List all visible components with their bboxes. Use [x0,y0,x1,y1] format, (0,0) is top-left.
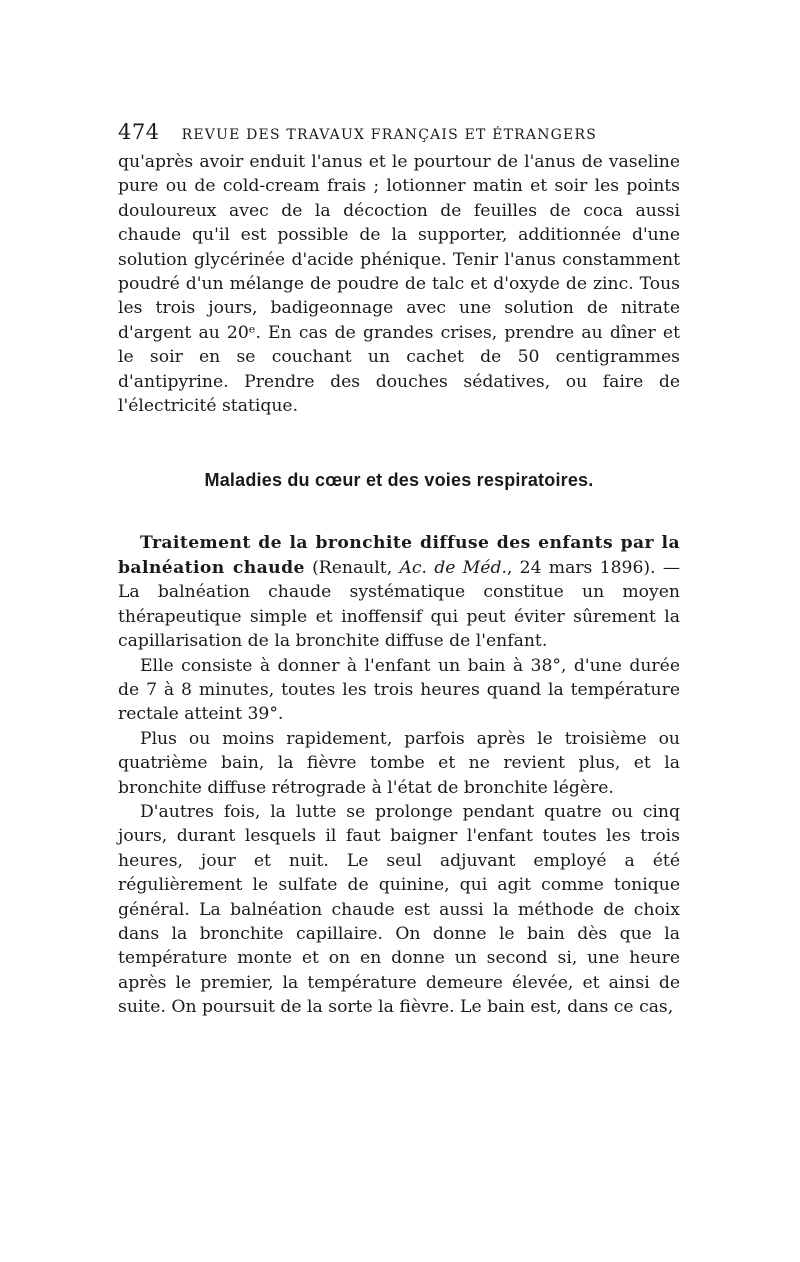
journal-title: REVUE DES TRAVAUX FRANÇAIS ET ÉTRANGERS [181,127,598,143]
article-source-journal: Ac. de Méd. [399,557,507,578]
article-opening-paragraph [118,531,680,653]
article-source-open: (Renault, [304,557,400,578]
book-page [118,120,680,1020]
paragraph-bath-protocol: Elle consiste à donner à l'enfant un bain à 38°, d'une durée de 7 à 8 minutes, toutes les trois heures quand la température rectale atteint 39°. [118,655,680,725]
paragraph-prolonged-treatment: D'autres fois, la lutte se prolonge pendant quatre ou cinq jours, durant lesquels il faut baigner l'enfant toutes les trois heures, jour et nuit. Le seul adjuvant employé a été régulièrement le sulfate de quinine, qui agit comme tonique général. La balnéation chaude est aussi la méthode de choix dans la bronchite capillaire. On donne le bain dès que la température monte et on en donne un second si, une heure après le premier, la température demeure élevée, et ainsi de suite. On poursuit de la sorte la fièvre. Le bain est, dans ce cas, [118,801,680,1018]
article-title: Traitement de la bronchite diffuse des enfants par la balnéation chaude [118,533,680,578]
running-head [118,120,680,144]
paragraph-fever-outcome: Plus ou moins rapidement, parfois après le troisième ou quatrième bain, la fièvre tombe et ne revient plus, et la bronchite diffuse rétrograde à l'état de bronchite légère. [118,728,680,798]
section-heading: Maladies du cœur et des voies respiratoires. [204,470,594,491]
page-number: 474 [118,120,160,144]
continued-paragraph: qu'après avoir enduit l'anus et le pourtour de l'anus de vaseline pure ou de cold-cream frais ; lotionner matin et soir les points douloureux avec de la décoction de feuilles de coca aussi chaude qu'il est possible de la supporter, additionnée d'une solution glycérinée d'acide phénique. Tenir l'anus constamment poudré d'un mélange de poudre de talc et d'oxyde de zinc. Tous les trois jours, badigeonnage avec une solution de nitrate d'argent au 20ᵉ. En cas de grandes crises, prendre au dîner et le soir en se couchant un cachet de 50 centigrammes d'antipyrine. Prendre des douches sédatives, ou faire de l'électricité statique. [118,152,680,417]
article-lead-text: La balnéation chaude systématique constitue un moyen thérapeutique simple et inoffensif qui peut éviter sûrement la capillarisation de la bronchite diffuse de l'enfant. [118,582,680,652]
article-source-close: , 24 mars 1896). — [506,557,681,578]
